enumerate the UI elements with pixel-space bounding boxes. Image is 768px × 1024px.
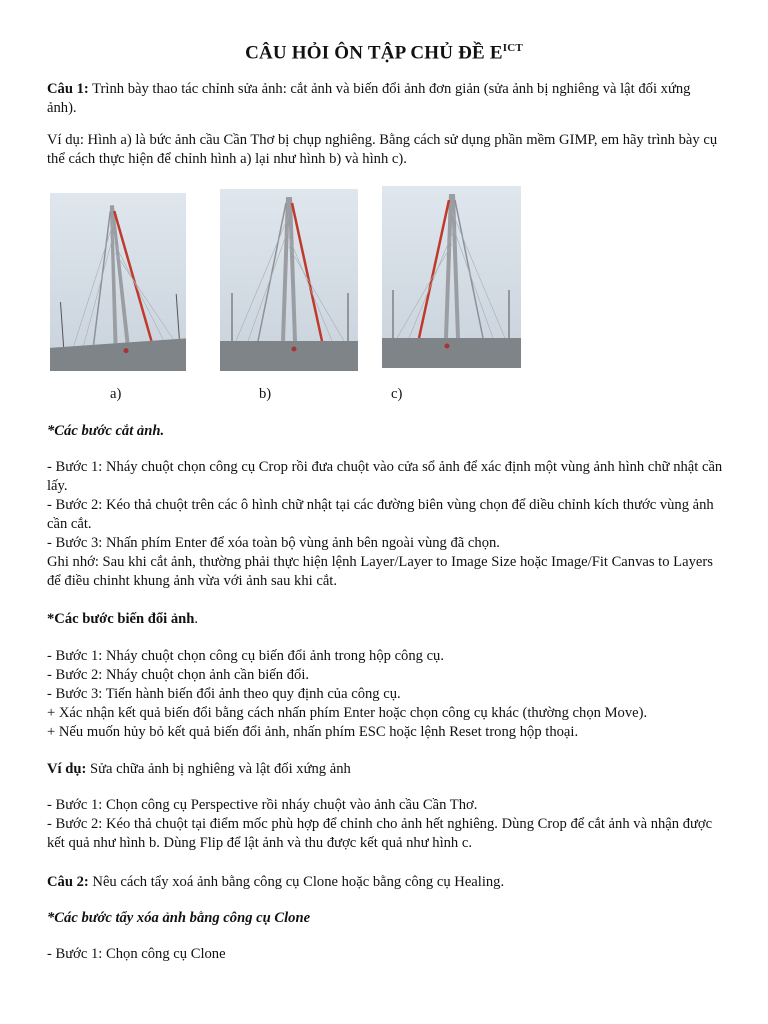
vidu-steps [47, 796, 723, 853]
title-text: CÂU HỎI ÔN TẬP CHỦ ĐỀ E [245, 42, 503, 64]
transform-step-2: - Bước 2: Nháy chuột chọn ảnh cần biến đổi. [47, 667, 310, 683]
transform-confirm: + Xác nhận kết quả biến đổi bằng cách nhấn phím Enter hoặc chọn công cụ khác (thường chọn Move). [47, 705, 648, 721]
transform-heading-dot: . [194, 611, 199, 627]
figure-row [0, 186, 768, 376]
crop-note: Ghi nhớ: Sau khi cắt ảnh, thường phải thực hiện lệnh Layer/Layer to Image Size hoặc Image/Fit Canvas to Layers để điều chinht khung ảnh vừa với ảnh sau khi cắt. [47, 554, 713, 589]
clone-steps [47, 945, 723, 964]
crop-heading: *Các bước cắt ảnh. [47, 423, 165, 439]
question-1-text: Trình bày thao tác chỉnh sửa ảnh: cắt ảnh và biến đổi ảnh đơn giản (sửa ảnh bị nghiêng và lật đối xứng ảnh). [47, 81, 691, 116]
transform-cancel: + Nếu muốn hủy bỏ kết quả biến đổi ảnh, nhấn phím ESC hoặc lệnh Reset trong hộp thoại. [47, 724, 579, 740]
page-title [0, 42, 768, 64]
crop-step-1: - Bước 1: Nháy chuột chọn công cụ Crop rồi đưa chuột vào cửa sổ ảnh để xác định một vùng ảnh hình chữ nhật cần lấy. [47, 459, 723, 494]
caption-c: c) [391, 386, 403, 402]
bridge-photo-b [220, 189, 358, 371]
caption-a: a) [110, 386, 122, 402]
transform-heading-text: *Các bước biến đổi ảnh [47, 611, 195, 627]
question-1-label: Câu 1: [47, 81, 89, 97]
vidu-label: Ví dụ: [47, 761, 87, 777]
vidu-step-2: - Bước 2: Kéo thả chuột tại điểm mốc phù hợp để chỉnh cho ảnh hết nghiêng. Dùng Crop để cắt ảnh và nhận được kết quả như hình b. Dùng Flip để lật ảnh và thu được kết quả như hình c. [47, 816, 713, 851]
transform-step-1: - Bước 1: Nháy chuột chọn công cụ biến đổi ảnh trong hộp công cụ. [47, 648, 445, 664]
vidu-paragraph [47, 760, 723, 779]
clone-step-1: - Bước 1: Chọn công cụ Clone [47, 946, 226, 962]
caption-b: b) [259, 386, 272, 402]
example-paragraph: Ví dụ: Hình a) là bức ảnh cầu Cần Thơ bị chụp nghiêng. Bằng cách sử dụng phần mềm GIMP, em hãy trình bày cụ thể cách thực hiện để chỉnh hình a) lại như hình b) và hình c). [47, 132, 718, 167]
crop-steps [47, 458, 723, 591]
crop-step-2: - Bước 2: Kéo thả chuột trên các ô hình chữ nhật tại các đường biên vùng chọn để diều chỉnh kích thước vùng ảnh cần cắt. [47, 497, 714, 532]
question-2-text: Nêu cách tẩy xoá ảnh bằng công cụ Clone hoặc bằng công cụ Healing. [88, 874, 505, 890]
vidu-step-1: - Bước 1: Chọn công cụ Perspective rồi nháy chuột vào ảnh cầu Cần Thơ. [47, 797, 478, 813]
vidu-text: Sửa chữa ảnh bị nghiêng và lật đối xứng ảnh [86, 761, 351, 777]
transform-heading [47, 610, 723, 629]
title-superscript: ICT [502, 42, 523, 54]
transform-step-3: - Bước 3: Tiến hành biến đổi ảnh theo quy định của công cụ. [47, 686, 401, 702]
bridge-photo-c [382, 186, 521, 368]
question-2 [47, 873, 723, 892]
question-2-label: Câu 2: [47, 874, 89, 890]
crop-step-3: - Bước 3: Nhấn phím Enter để xóa toàn bộ vùng ảnh bên ngoài vùng đã chọn. [47, 535, 500, 551]
transform-steps [47, 647, 723, 742]
clone-heading: *Các bước tẩy xóa ảnh bằng công cụ Clone [47, 910, 311, 926]
question-1 [47, 80, 723, 118]
bridge-photo-a [50, 193, 186, 371]
